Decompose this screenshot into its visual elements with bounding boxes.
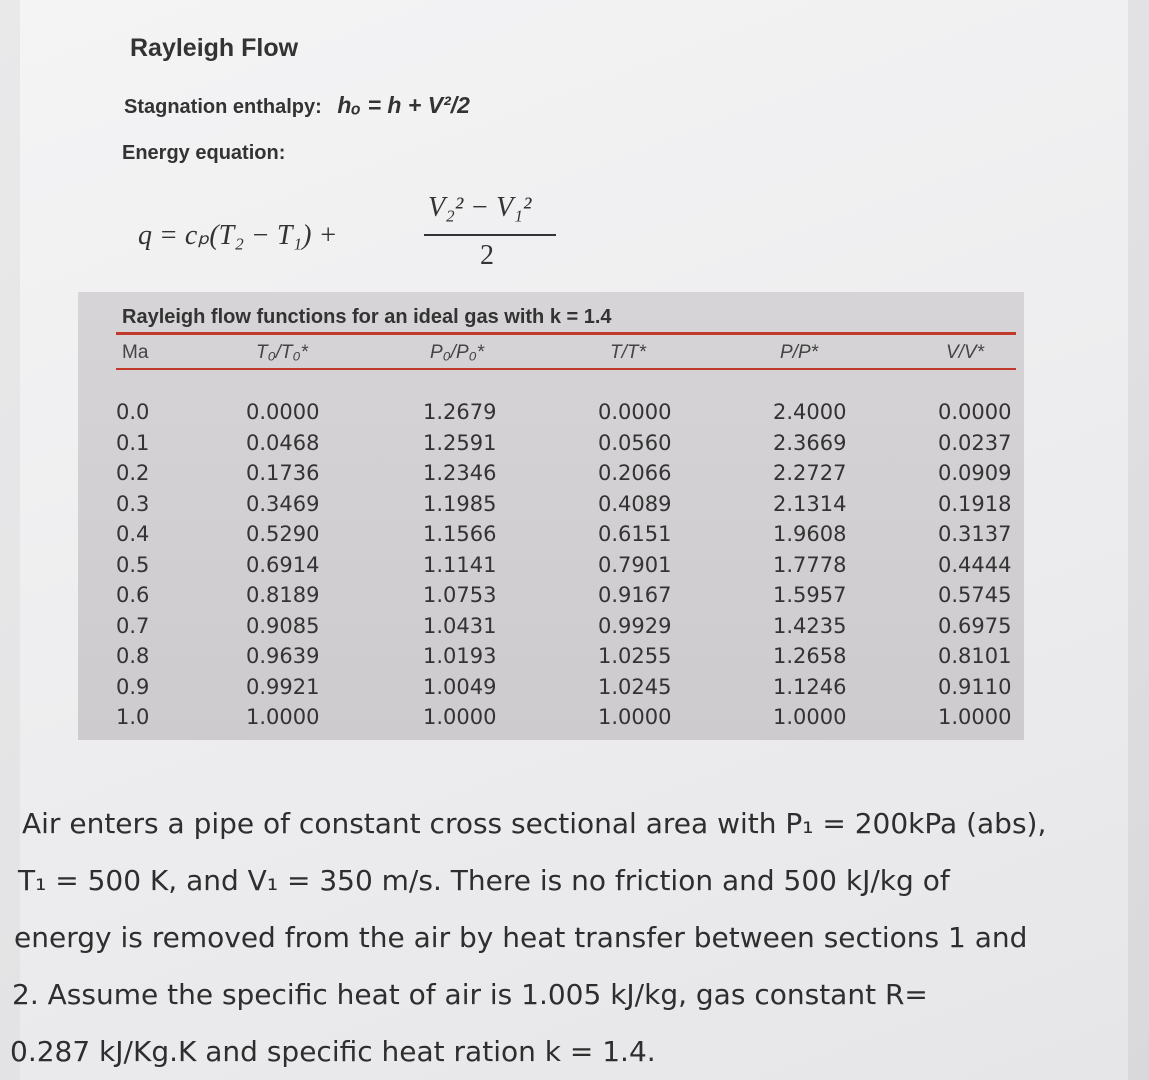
cell: 1.0000 [246,705,320,729]
cell: 1.4235 [773,613,847,638]
header-p0: P₀/P₀* [430,342,485,363]
cell: 0.9110 [938,674,1012,699]
cell: 1.5957 [773,583,847,607]
fraction-bar [424,234,556,236]
cell: 1.7778 [773,552,847,577]
cell: 0.0000 [246,400,320,424]
column-ma [116,397,149,733]
energy-equation-label: Energy equation: [122,142,286,164]
page-title: Rayleigh Flow [130,34,299,62]
column-t0 [246,397,319,733]
stagnation-enthalpy [124,92,470,119]
cell: 1.2658 [773,644,847,668]
cell: 0.4089 [598,491,672,516]
problem-line: 2. Assume the specific heat of air is 1.005 kJ/kg, gas constant R= [12,978,928,1011]
cell: 0.3469 [246,491,320,516]
cell: 0.2 [116,461,150,485]
cell: 2.2727 [773,461,847,485]
cell: 0.0468 [246,430,320,455]
column-v [938,397,1011,733]
rayleigh-table [78,292,1024,740]
cell: 0.5290 [246,522,320,546]
cell: 1.2679 [423,400,497,424]
cell: 0.6975 [938,613,1012,638]
cell: 1.0431 [423,613,497,638]
cell: 2.1314 [773,491,847,516]
cell: 1.0255 [598,644,672,668]
cell: 0.2066 [598,461,672,485]
cell: 2.4000 [773,400,847,424]
formula-denominator: 2 [480,240,494,271]
header-t: T/T* [610,342,646,363]
cell: 1.1985 [423,491,497,516]
cell: 0.9167 [598,583,672,607]
cell: 1.0193 [423,644,497,668]
cell: 0.9639 [246,644,320,668]
cell: 1.0245 [598,674,672,699]
cell: 1.0000 [938,705,1012,729]
formula-numerator: V₂² − V₁² [428,192,532,223]
stagnation-label: Stagnation enthalpy: [124,96,322,118]
cell: 1.9608 [773,522,847,546]
cell: 0.4 [116,522,150,546]
cell: 0.0 [116,400,150,424]
cell: 0.5745 [938,583,1012,607]
problem-line: T₁ = 500 K, and V₁ = 350 m/s. There is no friction and 500 kJ/kg of [18,864,950,897]
column-p [773,397,846,733]
cell: 1.0000 [423,705,497,729]
cell: 0.3137 [938,522,1012,546]
problem-line: 0.287 kJ/Kg.K and specific heat ration k = 1.4. [10,1035,656,1068]
cell: 1.0 [116,705,150,729]
table-caption: Rayleigh flow functions for an ideal gas with k = 1.4 [122,306,612,328]
cell: 1.0000 [598,705,672,729]
header-t0: T₀/T₀* [256,342,308,363]
cell: 1.1566 [423,522,497,546]
formula-lhs: q = cₚ(T₂ − T₁) + [138,220,338,251]
energy-equation [138,192,598,282]
cell: 0.0000 [938,400,1012,424]
cell: 0.3 [116,491,150,516]
cell: 1.1246 [773,674,847,699]
cell: 0.9929 [598,613,672,638]
header-ma: Ma [122,342,149,363]
cell: 0.5 [116,552,150,577]
problem-line: Air enters a pipe of constant cross sectional area with P₁ = 200kPa (abs), [22,807,1047,840]
cell: 0.8 [116,644,150,668]
column-p0 [423,397,496,733]
cell: 1.0000 [773,705,847,729]
cell: 1.2346 [423,461,497,485]
cell: 0.1736 [246,461,320,485]
cell: 0.6 [116,583,150,607]
header-p: P/P* [780,342,819,363]
cell: 1.2591 [423,430,497,455]
table-rule-header [116,368,1016,370]
cell: 0.0560 [598,430,672,455]
cell: 1.1141 [423,552,497,577]
cell: 0.9 [116,674,150,699]
problem-line: energy is removed from the air by heat transfer between sections 1 and [14,921,1028,954]
column-t [598,397,671,733]
cell: 0.1 [116,430,150,455]
cell: 0.6914 [246,552,320,577]
problem-statement [10,795,1142,1080]
cell: 0.9085 [246,613,320,638]
cell: 1.0049 [423,674,497,699]
cell: 0.6151 [598,522,672,546]
cell: 1.0753 [423,583,497,607]
cell: 0.7901 [598,552,672,577]
header-v: V/V* [946,342,985,363]
cell: 0.0909 [938,461,1012,485]
cell: 2.3669 [773,430,847,455]
cell: 0.9921 [246,674,320,699]
cell: 0.0237 [938,430,1012,455]
cell: 0.7 [116,613,150,638]
stagnation-equation: hₒ = h + V²/2 [337,92,470,118]
cell: 0.8189 [246,583,320,607]
cell: 0.0000 [598,400,672,424]
cell: 0.8101 [938,644,1012,668]
cell: 0.1918 [938,491,1012,516]
table-rule-top [116,332,1016,335]
cell: 0.4444 [938,552,1012,577]
